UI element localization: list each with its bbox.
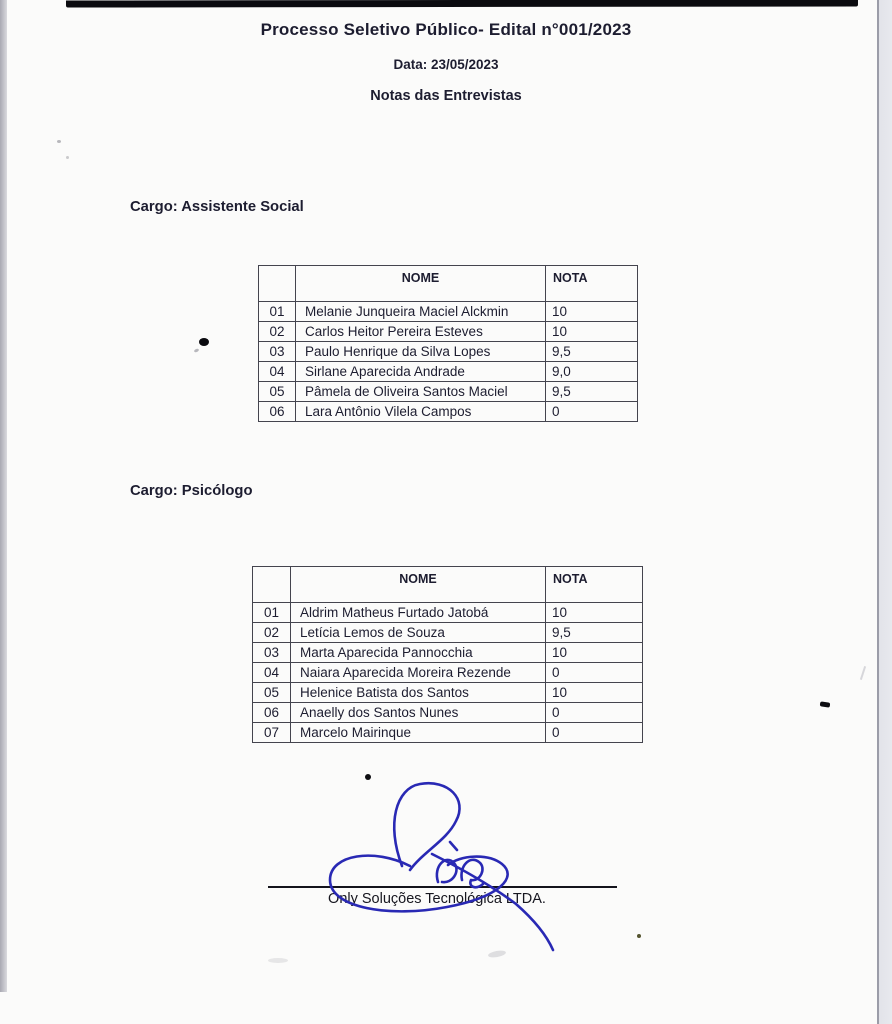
- ink-dash: [820, 701, 831, 707]
- table-row: [259, 322, 638, 342]
- cell-nota: 10: [546, 643, 643, 663]
- header-cell-nota: NOTA: [546, 266, 638, 302]
- cell-num: 02: [259, 322, 296, 342]
- header-cell-empty: [259, 266, 296, 302]
- cargo-label-assistente-social: Cargo: Assistente Social: [130, 199, 304, 215]
- cell-num: 04: [253, 663, 291, 683]
- cell-nome: Lara Antônio Vilela Campos: [296, 402, 546, 422]
- signature-tail: [432, 854, 553, 950]
- table-row: [259, 402, 638, 422]
- table-row: [253, 643, 643, 663]
- cell-nota: 10: [546, 302, 638, 322]
- cell-num: 05: [259, 382, 296, 402]
- cell-nota: 0: [546, 703, 643, 723]
- cell-nome: Aldrim Matheus Furtado Jatobá: [291, 603, 546, 623]
- header-cell-empty: [253, 567, 291, 603]
- company-name: Only Soluções Tecnológica LTDA.: [328, 891, 546, 907]
- document-date: Data: 23/05/2023: [393, 57, 499, 72]
- cell-nome: Letícia Lemos de Souza: [291, 623, 546, 643]
- signature-accent: [450, 842, 457, 850]
- table-row: [259, 362, 638, 382]
- cell-num: 03: [259, 342, 296, 362]
- signature-letters: [437, 860, 483, 887]
- scan-speck: [66, 156, 69, 159]
- cell-nome: Pâmela de Oliveira Santos Maciel: [296, 382, 546, 402]
- grades-table-psicologo: [252, 566, 643, 743]
- cell-nota: 9,5: [546, 623, 643, 643]
- handwritten-signature-ink: [320, 770, 570, 955]
- cargo-label-psicologo: Cargo: Psicólogo: [130, 483, 253, 499]
- cell-num: 01: [259, 302, 296, 322]
- cell-nota: 9,5: [546, 382, 638, 402]
- scan-speck: [637, 934, 641, 938]
- cell-num: 04: [259, 362, 296, 382]
- cell-nota: 10: [546, 322, 638, 342]
- header-cell-nota: NOTA: [546, 567, 643, 603]
- cell-nome: Carlos Heitor Pereira Esteves: [296, 322, 546, 342]
- cell-nome: Paulo Henrique da Silva Lopes: [296, 342, 546, 362]
- table-row: [259, 382, 638, 402]
- cell-nota: 10: [546, 683, 643, 703]
- document-title: Processo Seletivo Público- Edital n°001/2023: [260, 20, 632, 39]
- cell-nota: 0: [546, 663, 643, 683]
- cell-nota: 0: [546, 723, 643, 743]
- document-subtitle: Notas das Entrevistas: [370, 88, 522, 104]
- cell-nota: 10: [546, 603, 643, 623]
- table-row: [253, 703, 643, 723]
- cell-num: 01: [253, 603, 291, 623]
- cell-nota: 9,5: [546, 342, 638, 362]
- grades-table-assistente-social: [258, 265, 638, 422]
- table-row: [253, 663, 643, 683]
- scan-edge-right: [877, 0, 892, 1024]
- cell-num: 07: [253, 723, 291, 743]
- ink-dot: [365, 774, 371, 780]
- cell-num: 06: [259, 402, 296, 422]
- cell-nome: Melanie Junqueira Maciel Alckmin: [296, 302, 546, 322]
- ink-flick: [194, 348, 200, 353]
- table-row: [253, 603, 643, 623]
- cell-num: 03: [253, 643, 291, 663]
- cell-nota: 0: [546, 402, 638, 422]
- table-row: [253, 723, 643, 743]
- cell-nome: Marta Aparecida Pannocchia: [291, 643, 546, 663]
- cell-nome: Helenice Batista dos Santos: [291, 683, 546, 703]
- table-header-row: [253, 567, 643, 603]
- ink-dot: [199, 338, 209, 346]
- cell-nota: 9,0: [546, 362, 638, 382]
- table-row: [259, 302, 638, 322]
- header-cell-nome: NOME: [296, 266, 546, 302]
- signature-tall-loop: [394, 783, 459, 870]
- header-cell-nome: NOME: [291, 567, 546, 603]
- scan-top-border: [66, 0, 858, 8]
- cell-num: 05: [253, 683, 291, 703]
- scan-smudge: [268, 958, 288, 963]
- cell-num: 06: [253, 703, 291, 723]
- table-row: [253, 683, 643, 703]
- table-header-row: [259, 266, 638, 302]
- cell-nome: Anaelly dos Santos Nunes: [291, 703, 546, 723]
- cell-nome: Sirlane Aparecida Andrade: [296, 362, 546, 382]
- scan-scratch: [860, 666, 866, 680]
- table-row: [253, 623, 643, 643]
- cell-num: 02: [253, 623, 291, 643]
- scan-speck: [57, 140, 61, 143]
- cell-nome: Marcelo Mairinque: [291, 723, 546, 743]
- cell-nome: Naiara Aparecida Moreira Rezende: [291, 663, 546, 683]
- scan-edge-left: [0, 0, 7, 992]
- table-row: [259, 342, 638, 362]
